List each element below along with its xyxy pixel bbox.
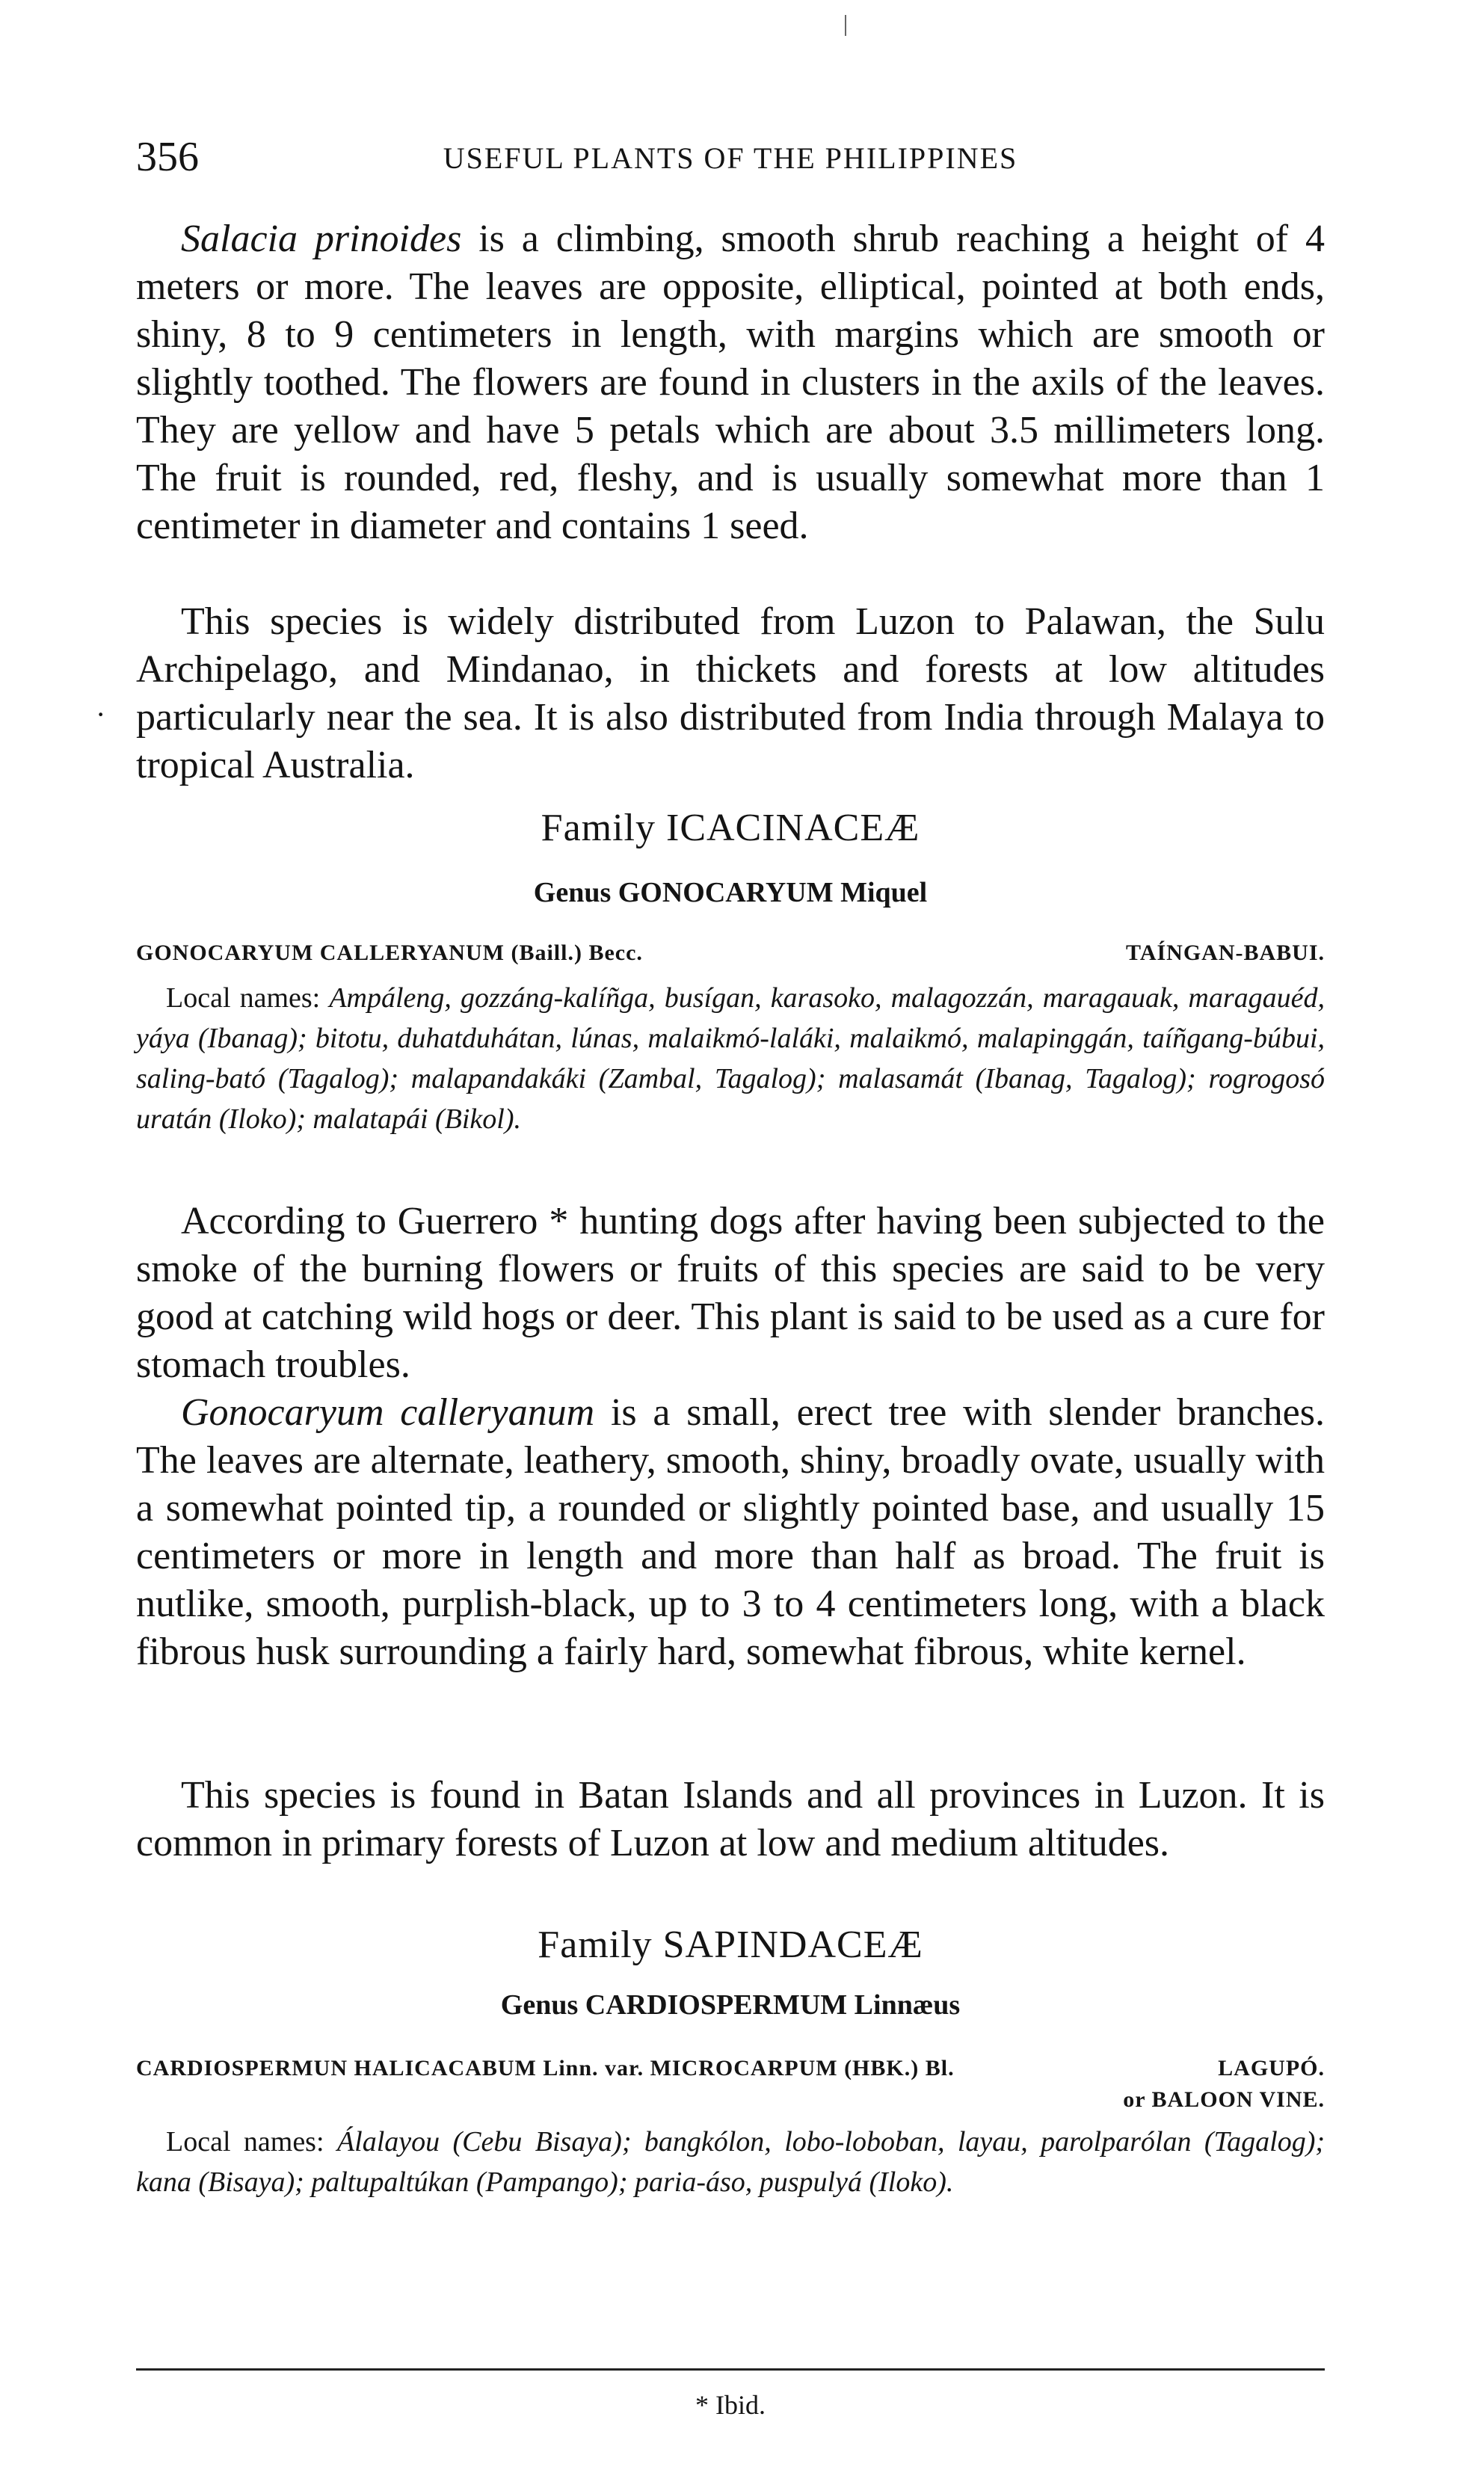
species-common-name: LAGUPÓ.: [1218, 2056, 1325, 2081]
margin-dot: ·: [96, 697, 106, 731]
species-scientific-name: CARDIOSPERMUN HALICACABUM Linn. var. MICROCARPUM (HBK.) Bl.: [136, 2056, 955, 2081]
page-number: 356: [136, 134, 199, 180]
species-heading-cardiospermum: [136, 2056, 1325, 2081]
species-name: Salacia prinoides: [181, 218, 462, 260]
paragraph-text: is a small, erect tree with slender branches. The leaves are alternate, leathery, smooth, shiny, broadly ovate, usually with a somewhat pointed tip, a rounded or slightly pointed base, and usually 15 centimeters or more in length and more than half as broad. The fruit is nutlike, smooth, purplish-black, up to 3 to 4 centimeters long, with a black fibrous husk surrounding a fairly hard, somewhat fibrous, white kernel.: [136, 1391, 1325, 1673]
paragraph-gonocaryum-description: [136, 1389, 1325, 1676]
family-heading-icacinaceae: Family ICACINACEÆ: [541, 807, 920, 849]
paragraph-salacia-distribution: This species is widely distributed from Luzon to Palawan, the Sulu Archipelago, and Mindanao, in thickets and forests at low altitudes particularly near the sea. It is also distributed from India through Malaya to tropical Australia.: [136, 600, 1325, 786]
paragraph-gonocaryum-distribution: This species is found in Batan Islands and all provinces in Luzon. It is common in primary forests of Luzon at low and medium altitudes.: [136, 1774, 1325, 1864]
paragraph-gonocaryum-uses: According to Guerrero * hunting dogs after having been subjected to the smoke of the burning flowers or fruits of this species are said to be very good at catching wild hogs or deer. This plant is said to be used as a cure for stomach troubles.: [136, 1200, 1325, 1386]
species-name: Gonocaryum calleryanum: [181, 1391, 595, 1434]
paragraph-text: is a climbing, smooth shrub reaching a height of 4 meters or more. The leaves are opposite, elliptical, pointed at both ends, shiny, 8 to 9 centimeters in length, with margins which are smooth or slightly toothed. The flowers are found in clusters in the axils of the leaves. They are yellow and have 5 petals which are about 3.5 millimeters long. The fruit is rounded, red, fleshy, and is usually somewhat more than 1 centimeter in diameter and contains 1 seed.: [136, 218, 1325, 547]
species-common-name: TAÍNGAN-BABUI.: [1126, 940, 1325, 965]
genus-heading-cardiospermum: Genus CARDIOSPERMUM Linnæus: [500, 1989, 961, 2021]
paragraph-salacia-description: [136, 215, 1325, 550]
local-names-label: Local names:: [166, 2126, 337, 2158]
species-heading-gonocaryum: [136, 940, 1325, 966]
local-names-gonocaryum: [136, 978, 1325, 1139]
genus-heading-gonocaryum: Genus GONOCARYUM Miquel: [533, 877, 928, 908]
local-names-cardiospermum: [136, 2122, 1325, 2202]
page-header: [136, 133, 1325, 185]
local-names-label: Local names:: [166, 982, 330, 1014]
family-heading-sapindaceae: Family SAPINDACEÆ: [538, 1924, 923, 1966]
footnote: * Ibid.: [695, 2390, 766, 2420]
local-names-list: Álalayou (Cebu Bisaya); bangkólon, lobo-loboban, layau, parolparólan (Tagalog); kana (Bisaya); paltupaltúkan (Pampango); paria-áso, puspulyá (Iloko).: [136, 2126, 1326, 2198]
species-common-name-alt: or BALOON VINE.: [1123, 2087, 1325, 2112]
local-names-list: Ampáleng, gozzáng-kalíñga, busígan, karasoko, malagozzán, maragauak, maragauéd, yáya (Ibanag); bitotu, duhatduhátan, lúnas, malaikmó-laláki, malaikmó, malapinggán, taíñgang-búbui, saling-bató (Tagalog); malapandakáki (Zambal, Tagalog); malasamát (Ibanag, Tagalog); rogrogosó uratán (Iloko); malatapái (Bikol).: [136, 982, 1326, 1135]
running-title: USEFUL PLANTS OF THE PHILIPPINES: [443, 141, 1018, 175]
footnote-rule: [136, 2368, 1325, 2371]
species-scientific-name: GONOCARYUM CALLERYANUM (Baill.) Becc.: [136, 940, 643, 965]
scan-mark: [845, 15, 846, 36]
